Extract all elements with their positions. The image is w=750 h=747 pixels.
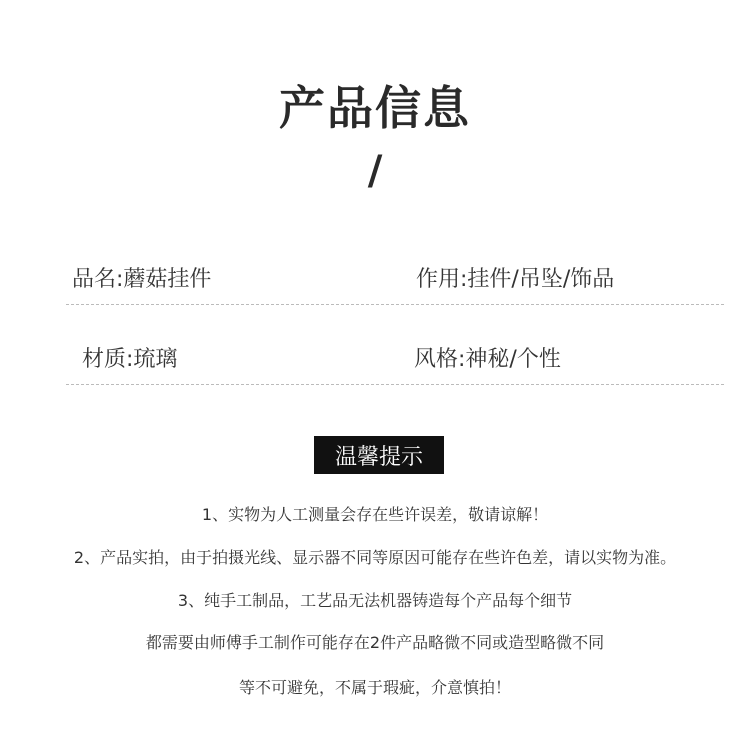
title-slash: / (367, 148, 383, 194)
page-title: 产品信息 (279, 81, 471, 135)
notice-line-5: 等不可避免，不属于瑕疵，介意慎拍！ (238, 678, 511, 697)
notice-line-3: 3、纯手工制品，工艺品无法机器铸造每个产品每个细节 (177, 591, 573, 610)
product-name: 品名:蘑菇挂件 (72, 267, 212, 292)
product-usage: 作用:挂件/吊坠/饰品 (416, 267, 615, 292)
notice-badge: 温馨提示 (314, 436, 444, 474)
product-style: 风格:神秘/个性 (414, 347, 561, 372)
notice-line-2: 2、产品实拍，由于拍摄光线、显示器不同等原因可能存在些许色差，请以实物为准。 (73, 548, 677, 567)
product-material: 材质:琉璃 (82, 347, 178, 372)
info-divider-1 (66, 304, 724, 305)
notice-line-1: 1、实物为人工测量会存在些许误差，敬请谅解！ (201, 505, 549, 524)
info-divider-2 (66, 384, 724, 385)
notice-line-4: 都需要由师傅手工制作可能存在2件产品略微不同或造型略微不同 (145, 633, 605, 652)
